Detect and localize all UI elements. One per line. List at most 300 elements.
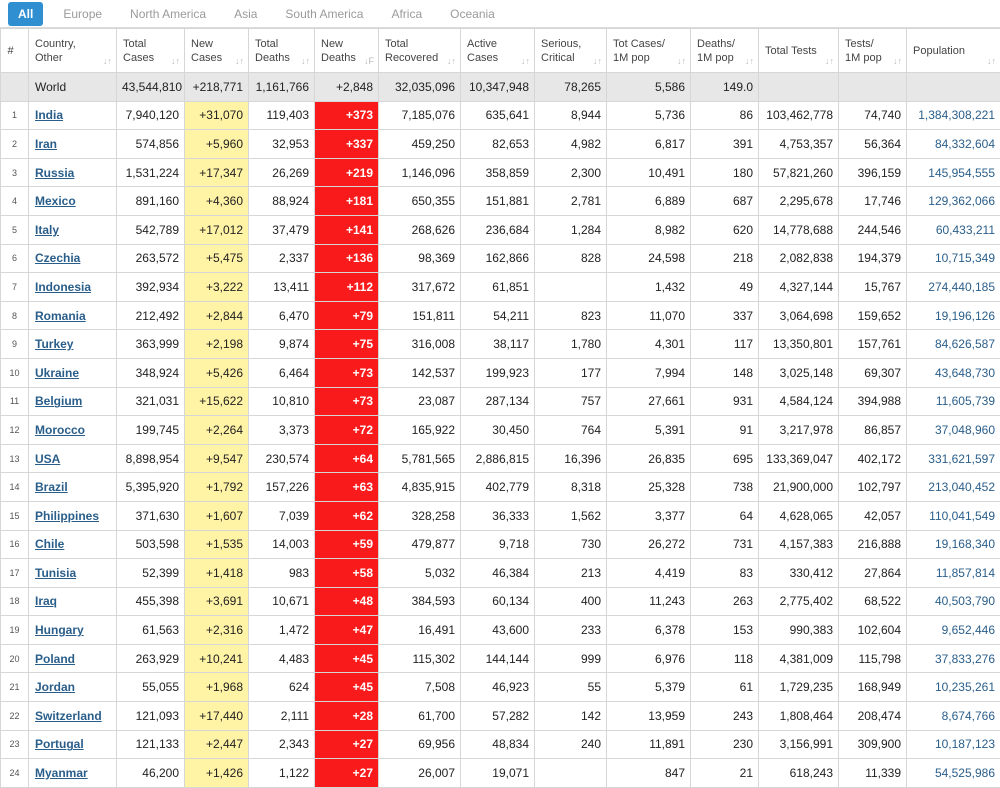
total-deaths-cell: 7,039 bbox=[249, 501, 315, 530]
deaths-per-million-cell: 86 bbox=[691, 101, 759, 130]
new-cases-cell: +1,607 bbox=[185, 501, 249, 530]
population-link[interactable]: 19,196,126 bbox=[934, 308, 995, 323]
table-row bbox=[1, 101, 1000, 130]
population-link[interactable]: 1,384,308,221 bbox=[918, 108, 995, 123]
column-header-new-cases[interactable] bbox=[185, 29, 249, 73]
column-header-tot-cases-1m-pop[interactable] bbox=[607, 29, 691, 73]
new-deaths-cell: +73 bbox=[315, 387, 379, 416]
active-cases-cell: 61,851 bbox=[461, 273, 535, 302]
population-link[interactable]: 213,040,452 bbox=[928, 480, 995, 495]
table-header-row bbox=[1, 29, 1000, 73]
new-deaths-cell: +58 bbox=[315, 559, 379, 588]
new-deaths-cell: +2,848 bbox=[315, 73, 379, 102]
population-link[interactable]: 331,621,597 bbox=[928, 451, 995, 466]
total-cases-cell: 574,856 bbox=[117, 130, 185, 159]
country-link[interactable]: Poland bbox=[35, 651, 76, 666]
table-row bbox=[1, 130, 1000, 159]
population-link[interactable]: 37,048,960 bbox=[934, 422, 995, 437]
total-deaths-cell: 2,111 bbox=[249, 702, 315, 731]
population-cell bbox=[907, 387, 1000, 416]
cases-per-million-cell: 5,379 bbox=[607, 673, 691, 702]
country-cell bbox=[29, 187, 117, 216]
active-cases-cell: 82,653 bbox=[461, 130, 535, 159]
population-link[interactable]: 84,332,604 bbox=[934, 136, 995, 151]
active-cases-cell: 635,641 bbox=[461, 101, 535, 130]
population-link[interactable]: 10,187,123 bbox=[934, 737, 995, 752]
total-recovered-cell: 1,146,096 bbox=[379, 158, 461, 187]
cases-per-million-cell: 24,598 bbox=[607, 244, 691, 273]
population-link[interactable]: 60,433,211 bbox=[935, 222, 995, 237]
row-index: 13 bbox=[1, 444, 29, 473]
sort-arrows-icon[interactable]: ↓↑ bbox=[825, 56, 834, 66]
total-deaths-cell: 10,810 bbox=[249, 387, 315, 416]
row-index: 6 bbox=[1, 244, 29, 273]
country-cell bbox=[29, 330, 117, 359]
population-cell bbox=[907, 759, 1000, 788]
table-row bbox=[1, 587, 1000, 616]
sort-arrows-icon[interactable]: ↓↑ bbox=[235, 56, 244, 66]
serious-critical-cell: 78,265 bbox=[535, 73, 607, 102]
new-deaths-cell: +47 bbox=[315, 616, 379, 645]
tests-per-million-cell: 194,379 bbox=[839, 244, 907, 273]
table-row bbox=[1, 530, 1000, 559]
country-link[interactable]: Czechia bbox=[35, 251, 81, 266]
row-index: 20 bbox=[1, 644, 29, 673]
total-recovered-cell: 23,087 bbox=[379, 387, 461, 416]
population-link[interactable]: 54,525,986 bbox=[934, 766, 995, 781]
sort-arrows-icon[interactable]: ↓↑ bbox=[987, 56, 996, 66]
serious-critical-cell: 764 bbox=[535, 416, 607, 445]
column-header-country-other[interactable] bbox=[29, 29, 117, 73]
tab-oceania[interactable]: Oceania bbox=[450, 6, 495, 21]
active-cases-cell: 48,834 bbox=[461, 730, 535, 759]
deaths-per-million-cell: 49 bbox=[691, 273, 759, 302]
covid-table bbox=[0, 28, 1000, 788]
country-link[interactable]: Russia bbox=[35, 165, 75, 180]
deaths-per-million-cell: 153 bbox=[691, 616, 759, 645]
row-index: 8 bbox=[1, 301, 29, 330]
column-header-total-deaths[interactable] bbox=[249, 29, 315, 73]
column-header-label: Population bbox=[913, 44, 965, 57]
new-deaths-cell: +62 bbox=[315, 501, 379, 530]
column-header-tests-1m-pop[interactable] bbox=[839, 29, 907, 73]
serious-critical-cell: 1,780 bbox=[535, 330, 607, 359]
new-deaths-cell: +112 bbox=[315, 273, 379, 302]
column-header-label: Total Deaths bbox=[255, 37, 290, 64]
active-cases-cell: 30,450 bbox=[461, 416, 535, 445]
sort-arrows-icon[interactable]: ↓↑ bbox=[447, 56, 456, 66]
total-cases-cell: 1,531,224 bbox=[117, 158, 185, 187]
row-index: 4 bbox=[1, 187, 29, 216]
tests-per-million-cell bbox=[839, 73, 907, 102]
serious-critical-cell: 233 bbox=[535, 616, 607, 645]
total-tests-cell: 4,753,357 bbox=[759, 130, 839, 159]
tests-per-million-cell: 15,767 bbox=[839, 273, 907, 302]
column-header-deaths-1m-pop[interactable] bbox=[691, 29, 759, 73]
active-cases-cell: 151,881 bbox=[461, 187, 535, 216]
country-link[interactable]: Switzerland bbox=[35, 708, 102, 723]
country-cell bbox=[29, 501, 117, 530]
population-cell bbox=[907, 101, 1000, 130]
tab-asia[interactable]: Asia bbox=[234, 6, 258, 21]
deaths-per-million-cell: 118 bbox=[691, 644, 759, 673]
country-link[interactable]: Ukraine bbox=[35, 365, 80, 380]
new-deaths-cell: +72 bbox=[315, 416, 379, 445]
deaths-per-million-cell: 243 bbox=[691, 702, 759, 731]
total-tests-cell bbox=[759, 73, 839, 102]
total-deaths-cell: 37,479 bbox=[249, 215, 315, 244]
new-deaths-cell: +63 bbox=[315, 473, 379, 502]
deaths-per-million-cell: 230 bbox=[691, 730, 759, 759]
new-deaths-cell: +27 bbox=[315, 730, 379, 759]
country-cell bbox=[29, 244, 117, 273]
tests-per-million-cell: 102,604 bbox=[839, 616, 907, 645]
row-index: 11 bbox=[1, 387, 29, 416]
tests-per-million-cell: 394,988 bbox=[839, 387, 907, 416]
total-deaths-cell: 9,874 bbox=[249, 330, 315, 359]
sort-arrows-icon[interactable]: ↓↑ bbox=[745, 56, 754, 66]
table-row bbox=[1, 301, 1000, 330]
new-cases-cell: +5,426 bbox=[185, 358, 249, 387]
new-cases-cell: +2,264 bbox=[185, 416, 249, 445]
table-row bbox=[1, 387, 1000, 416]
new-deaths-cell: +45 bbox=[315, 644, 379, 673]
column-header-active-cases[interactable] bbox=[461, 29, 535, 73]
serious-critical-cell: 730 bbox=[535, 530, 607, 559]
country-cell bbox=[29, 759, 117, 788]
total-deaths-cell: 13,411 bbox=[249, 273, 315, 302]
country-cell bbox=[29, 215, 117, 244]
population-link[interactable]: 110,041,549 bbox=[929, 508, 995, 523]
sort-arrows-icon[interactable]: ↓F bbox=[364, 56, 374, 66]
active-cases-cell: 19,071 bbox=[461, 759, 535, 788]
serious-critical-cell: 213 bbox=[535, 559, 607, 588]
column-header-label: Total Tests bbox=[765, 44, 817, 57]
country-cell bbox=[29, 101, 117, 130]
total-tests-cell: 3,025,148 bbox=[759, 358, 839, 387]
population-cell bbox=[907, 616, 1000, 645]
active-cases-cell: 402,779 bbox=[461, 473, 535, 502]
table-row bbox=[1, 759, 1000, 788]
population-link[interactable]: 43,648,730 bbox=[934, 365, 995, 380]
population-link[interactable]: 145,954,555 bbox=[928, 165, 995, 180]
population-link[interactable]: 11,605,739 bbox=[935, 394, 995, 409]
total-cases-cell: 542,789 bbox=[117, 215, 185, 244]
country-link[interactable]: Portugal bbox=[35, 737, 84, 752]
total-cases-cell: 392,934 bbox=[117, 273, 185, 302]
cases-per-million-cell: 25,328 bbox=[607, 473, 691, 502]
population-cell bbox=[907, 530, 1000, 559]
table-row bbox=[1, 330, 1000, 359]
deaths-per-million-cell: 620 bbox=[691, 215, 759, 244]
population-cell bbox=[907, 644, 1000, 673]
country-link[interactable]: Hungary bbox=[35, 623, 84, 638]
population-link[interactable]: 84,626,587 bbox=[934, 337, 995, 352]
tests-per-million-cell: 159,652 bbox=[839, 301, 907, 330]
new-cases-cell: +10,241 bbox=[185, 644, 249, 673]
new-cases-cell: +17,347 bbox=[185, 158, 249, 187]
total-cases-cell: 43,544,810 bbox=[117, 73, 185, 102]
row-index: 24 bbox=[1, 759, 29, 788]
new-deaths-cell: +64 bbox=[315, 444, 379, 473]
cases-per-million-cell: 5,736 bbox=[607, 101, 691, 130]
total-deaths-cell: 4,483 bbox=[249, 644, 315, 673]
country-link[interactable]: USA bbox=[35, 451, 61, 466]
total-deaths-cell: 88,924 bbox=[249, 187, 315, 216]
country-link[interactable]: Chile bbox=[35, 537, 65, 552]
serious-critical-cell: 2,781 bbox=[535, 187, 607, 216]
cases-per-million-cell: 847 bbox=[607, 759, 691, 788]
total-cases-cell: 348,924 bbox=[117, 358, 185, 387]
cases-per-million-cell: 8,982 bbox=[607, 215, 691, 244]
country-link[interactable]: Italy bbox=[35, 222, 60, 237]
tests-per-million-cell: 244,546 bbox=[839, 215, 907, 244]
total-cases-cell: 371,630 bbox=[117, 501, 185, 530]
total-cases-cell: 55,055 bbox=[117, 673, 185, 702]
active-cases-cell: 162,866 bbox=[461, 244, 535, 273]
serious-critical-cell: 8,944 bbox=[535, 101, 607, 130]
country-link[interactable]: India bbox=[35, 108, 64, 123]
total-recovered-cell: 316,008 bbox=[379, 330, 461, 359]
total-cases-cell: 5,395,920 bbox=[117, 473, 185, 502]
deaths-per-million-cell: 337 bbox=[691, 301, 759, 330]
deaths-per-million-cell: 61 bbox=[691, 673, 759, 702]
population-cell bbox=[907, 330, 1000, 359]
column-header-label: New Deaths bbox=[321, 37, 356, 64]
population-link[interactable]: 10,715,349 bbox=[934, 251, 995, 266]
tab-europe[interactable]: Europe bbox=[63, 6, 103, 21]
active-cases-cell: 46,384 bbox=[461, 559, 535, 588]
population-cell bbox=[907, 130, 1000, 159]
country-link[interactable]: Mexico bbox=[35, 194, 76, 209]
row-index: 16 bbox=[1, 530, 29, 559]
total-deaths-cell: 6,464 bbox=[249, 358, 315, 387]
total-tests-cell: 1,808,464 bbox=[759, 702, 839, 731]
row-index: 12 bbox=[1, 416, 29, 445]
sort-arrows-icon[interactable]: ↓↑ bbox=[171, 56, 180, 66]
table-row bbox=[1, 244, 1000, 273]
sort-arrows-icon[interactable]: ↓↑ bbox=[103, 56, 112, 66]
active-cases-cell: 287,134 bbox=[461, 387, 535, 416]
population-link[interactable]: 19,168,340 bbox=[934, 537, 995, 552]
total-deaths-cell: 26,269 bbox=[249, 158, 315, 187]
sort-arrows-icon[interactable]: ↓↑ bbox=[301, 56, 310, 66]
total-cases-cell: 263,929 bbox=[117, 644, 185, 673]
deaths-per-million-cell: 91 bbox=[691, 416, 759, 445]
country-link[interactable]: Turkey bbox=[35, 337, 74, 352]
row-index: 18 bbox=[1, 587, 29, 616]
country-link[interactable]: Iran bbox=[35, 136, 58, 151]
tab-north-america[interactable]: North America bbox=[130, 6, 207, 21]
country-link[interactable]: Philippines bbox=[35, 508, 100, 523]
tests-per-million-cell: 17,746 bbox=[839, 187, 907, 216]
total-cases-cell: 263,572 bbox=[117, 244, 185, 273]
serious-critical-cell: 1,284 bbox=[535, 215, 607, 244]
total-cases-cell: 212,492 bbox=[117, 301, 185, 330]
country-link[interactable]: Iraq bbox=[35, 594, 58, 609]
cases-per-million-cell: 26,835 bbox=[607, 444, 691, 473]
new-cases-cell: +1,968 bbox=[185, 673, 249, 702]
tab-africa[interactable]: Africa bbox=[391, 6, 423, 21]
sort-arrows-icon[interactable]: ↓↑ bbox=[593, 56, 602, 66]
tests-per-million-cell: 216,888 bbox=[839, 530, 907, 559]
country-link[interactable]: Brazil bbox=[35, 480, 68, 495]
country-cell bbox=[29, 587, 117, 616]
deaths-per-million-cell: 21 bbox=[691, 759, 759, 788]
population-link[interactable]: 8,674,766 bbox=[941, 708, 995, 723]
country-link[interactable]: Indonesia bbox=[35, 279, 92, 294]
cases-per-million-cell: 7,994 bbox=[607, 358, 691, 387]
total-cases-cell: 121,093 bbox=[117, 702, 185, 731]
cases-per-million-cell: 27,661 bbox=[607, 387, 691, 416]
total-recovered-cell: 459,250 bbox=[379, 130, 461, 159]
population-link[interactable]: 40,503,790 bbox=[934, 594, 995, 609]
table-row bbox=[1, 501, 1000, 530]
total-tests-cell: 4,628,065 bbox=[759, 501, 839, 530]
total-deaths-cell: 2,337 bbox=[249, 244, 315, 273]
population-cell bbox=[907, 559, 1000, 588]
active-cases-cell: 2,886,815 bbox=[461, 444, 535, 473]
population-link[interactable]: 274,440,185 bbox=[928, 279, 995, 294]
row-index: 5 bbox=[1, 215, 29, 244]
population-link[interactable]: 9,652,446 bbox=[941, 623, 995, 638]
total-tests-cell: 1,729,235 bbox=[759, 673, 839, 702]
column-header-label: Tests/ 1M pop bbox=[845, 37, 882, 64]
deaths-per-million-cell: 148 bbox=[691, 358, 759, 387]
new-deaths-cell: +136 bbox=[315, 244, 379, 273]
country-link[interactable]: Belgium bbox=[35, 394, 83, 409]
row-index: 7 bbox=[1, 273, 29, 302]
total-recovered-cell: 384,593 bbox=[379, 587, 461, 616]
total-tests-cell: 4,327,144 bbox=[759, 273, 839, 302]
cases-per-million-cell: 11,070 bbox=[607, 301, 691, 330]
serious-critical-cell: 8,318 bbox=[535, 473, 607, 502]
country-cell bbox=[29, 387, 117, 416]
total-tests-cell: 4,157,383 bbox=[759, 530, 839, 559]
country-cell: World bbox=[29, 73, 117, 102]
active-cases-cell: 60,134 bbox=[461, 587, 535, 616]
country-cell bbox=[29, 644, 117, 673]
total-cases-cell: 121,133 bbox=[117, 730, 185, 759]
active-cases-cell: 54,211 bbox=[461, 301, 535, 330]
tests-per-million-cell: 68,522 bbox=[839, 587, 907, 616]
cases-per-million-cell: 5,391 bbox=[607, 416, 691, 445]
cases-per-million-cell: 11,243 bbox=[607, 587, 691, 616]
country-link[interactable]: Myanmar bbox=[35, 766, 88, 781]
tests-per-million-cell: 396,159 bbox=[839, 158, 907, 187]
column-header-total-cases[interactable] bbox=[117, 29, 185, 73]
row-index: 9 bbox=[1, 330, 29, 359]
country-link[interactable]: Tunisia bbox=[35, 565, 77, 580]
column-header-label: Active Cases bbox=[467, 37, 499, 64]
population-link[interactable]: 129,362,066 bbox=[928, 194, 995, 209]
country-cell bbox=[29, 158, 117, 187]
deaths-per-million-cell: 687 bbox=[691, 187, 759, 216]
new-cases-cell: +2,447 bbox=[185, 730, 249, 759]
new-deaths-cell: +28 bbox=[315, 702, 379, 731]
table-row bbox=[1, 616, 1000, 645]
tests-per-million-cell: 11,339 bbox=[839, 759, 907, 788]
active-cases-cell: 9,718 bbox=[461, 530, 535, 559]
total-cases-cell: 61,563 bbox=[117, 616, 185, 645]
row-index: 22 bbox=[1, 702, 29, 731]
column-header-label: Total Recovered bbox=[385, 37, 439, 64]
total-deaths-cell: 2,343 bbox=[249, 730, 315, 759]
new-cases-cell: +3,691 bbox=[185, 587, 249, 616]
new-cases-cell: +17,440 bbox=[185, 702, 249, 731]
population-link[interactable]: 11,857,814 bbox=[935, 565, 995, 580]
table-row bbox=[1, 187, 1000, 216]
active-cases-cell: 46,923 bbox=[461, 673, 535, 702]
sort-arrows-icon[interactable]: ↓↑ bbox=[521, 56, 530, 66]
total-cases-cell: 8,898,954 bbox=[117, 444, 185, 473]
total-tests-cell: 21,900,000 bbox=[759, 473, 839, 502]
total-cases-cell: 321,031 bbox=[117, 387, 185, 416]
table-row bbox=[1, 158, 1000, 187]
new-cases-cell: +31,070 bbox=[185, 101, 249, 130]
tests-per-million-cell: 115,798 bbox=[839, 644, 907, 673]
population-cell bbox=[907, 358, 1000, 387]
cases-per-million-cell: 4,301 bbox=[607, 330, 691, 359]
country-cell bbox=[29, 559, 117, 588]
new-deaths-cell: +48 bbox=[315, 587, 379, 616]
country-link[interactable]: Jordan bbox=[35, 680, 76, 695]
column-header-total-recovered[interactable] bbox=[379, 29, 461, 73]
serious-critical-cell: 55 bbox=[535, 673, 607, 702]
population-cell bbox=[907, 416, 1000, 445]
column-header-new-deaths[interactable] bbox=[315, 29, 379, 73]
country-link[interactable]: Romania bbox=[35, 308, 86, 323]
active-cases-cell: 43,600 bbox=[461, 616, 535, 645]
total-recovered-cell: 7,185,076 bbox=[379, 101, 461, 130]
total-cases-cell: 52,399 bbox=[117, 559, 185, 588]
row-index: 23 bbox=[1, 730, 29, 759]
active-cases-cell: 144,144 bbox=[461, 644, 535, 673]
row-index: 15 bbox=[1, 501, 29, 530]
total-recovered-cell: 7,508 bbox=[379, 673, 461, 702]
country-cell bbox=[29, 444, 117, 473]
column-header-population[interactable] bbox=[907, 29, 1000, 73]
total-deaths-cell: 32,953 bbox=[249, 130, 315, 159]
table-row bbox=[1, 644, 1000, 673]
total-recovered-cell: 165,922 bbox=[379, 416, 461, 445]
tests-per-million-cell: 27,864 bbox=[839, 559, 907, 588]
sort-arrows-icon[interactable]: ↓↑ bbox=[677, 56, 686, 66]
population-cell bbox=[907, 730, 1000, 759]
new-cases-cell: +15,622 bbox=[185, 387, 249, 416]
cases-per-million-cell: 11,891 bbox=[607, 730, 691, 759]
population-link[interactable]: 10,235,261 bbox=[934, 680, 995, 695]
total-tests-cell: 990,383 bbox=[759, 616, 839, 645]
active-cases-cell: 57,282 bbox=[461, 702, 535, 731]
serious-critical-cell: 4,982 bbox=[535, 130, 607, 159]
deaths-per-million-cell: 83 bbox=[691, 559, 759, 588]
total-tests-cell: 14,778,688 bbox=[759, 215, 839, 244]
tab-all[interactable]: All bbox=[8, 2, 43, 26]
tab-south-america[interactable]: South America bbox=[285, 6, 364, 21]
column-header-serious-critical[interactable] bbox=[535, 29, 607, 73]
population-link[interactable]: 37,833,276 bbox=[934, 651, 995, 666]
column-header-total-tests[interactable] bbox=[759, 29, 839, 73]
total-recovered-cell: 142,537 bbox=[379, 358, 461, 387]
country-link[interactable]: Morocco bbox=[35, 422, 86, 437]
sort-arrows-icon[interactable]: ↓↑ bbox=[893, 56, 902, 66]
total-tests-cell: 4,584,124 bbox=[759, 387, 839, 416]
total-tests-cell: 57,821,260 bbox=[759, 158, 839, 187]
serious-critical-cell: 999 bbox=[535, 644, 607, 673]
new-deaths-cell: +181 bbox=[315, 187, 379, 216]
country-cell bbox=[29, 358, 117, 387]
